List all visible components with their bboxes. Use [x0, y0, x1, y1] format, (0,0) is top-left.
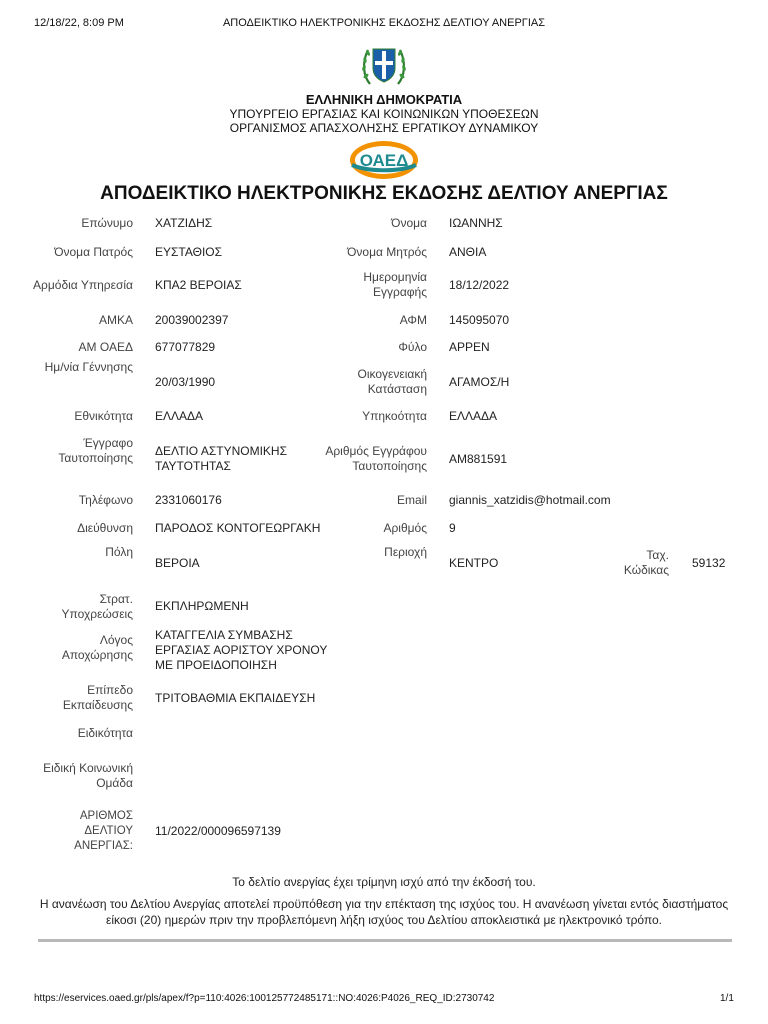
education-value: ΤΡΙΤΟΒΑΘΜΙΑ ΕΚΠΑΙΔΕΥΣΗ [155, 690, 316, 705]
print-header-title: ΑΠΟΔΕΙΚΤΙΚΟ ΗΛΕΚΤΡΟΝΙΚΗΣ ΕΚΔΟΣΗΣ ΔΕΛΤΙΟΥ ΑΝΕΡΓΙΑΣ [222, 17, 546, 29]
phone-label: Τηλέφωνο [78, 492, 133, 507]
phone-value: 2331060176 [155, 492, 222, 507]
father-name-value: ΕΥΣΤΑΘΙΟΣ [155, 244, 223, 259]
address-value: ΠΑΡΟΔΟΣ ΚΟΝΤΟΓΕΩΡΓΑΚΗ [155, 520, 321, 535]
citizenship-label: Υπηκοότητα [362, 408, 427, 423]
oaed-logo-text: ΟΑΕΔ [359, 151, 409, 170]
validity-note: Το δελτίο ανεργίας έχει τρίμηνη ισχύ από την έκδοσή του. [232, 875, 536, 889]
footer-divider [38, 939, 732, 942]
marital-status-value: ΑΓΑΜΟΣ/Η [449, 374, 510, 389]
amka-value: 20039002397 [155, 312, 229, 327]
id-document-value: ΔΕΛΤΙΟ ΑΣΤΥΝΟΜΙΚΗΣ ΤΑΥΤΟΤΗΤΑΣ [155, 444, 287, 473]
first-name-value: ΙΩΑΝΝΗΣ [449, 215, 503, 230]
gender-value: ΑΡΡΕΝ [449, 339, 490, 354]
departure-reason-value: ΚΑΤΑΓΓΕΛΙΑ ΣΥΜΒΑΣΗΣ ΕΡΓΑΣΙΑΣ ΑΟΡΙΣΤΟΥ ΧΡΟΝΟΥ ΜΕ ΠΡΟΕΙΔΟΠΟΙΗΣΗ [155, 628, 328, 672]
ministry-name: ΥΠΟΥΡΓΕΙΟ ΕΡΓΑΣΙΑΣ ΚΑΙ ΚΟΙΝΩΝΙΚΩΝ ΥΠΟΘΕΣΕΩΝ [229, 107, 539, 121]
oaed-logo-icon [348, 139, 420, 181]
birth-date-value: 20/03/1990 [155, 374, 216, 389]
afm-label: ΑΦΜ [399, 312, 427, 327]
surname-value: ΧΑΤΖΙΔΗΣ [155, 215, 213, 230]
email-label: Email [396, 492, 427, 507]
mother-name-value: ΑΝΘΙΑ [449, 244, 487, 259]
nationality-value: ΕΛΛΑΔΑ [155, 408, 204, 423]
afm-value: 145095070 [449, 312, 510, 327]
footer-url: https://eservices.oaed.gr/pls/apex/f?p=110:4026:100125772485171::NO:4026:P4026_REQ_ID:2730742 [34, 993, 495, 1004]
departure-reason-label: Λόγος Αποχώρησης [61, 633, 133, 662]
postal-code-value: 59132 [692, 555, 726, 570]
card-number-label: ΑΡΙΘΜΟΣ ΔΕΛΤΙΟΥ ΑΝΕΡΓΙΑΣ: [74, 809, 133, 852]
city-label: Πόλη [105, 545, 133, 559]
document-title: ΑΠΟΔΕΙΚΤΙΚΟ ΗΛΕΚΤΡΟΝΙΚΗΣ ΕΚΔΟΣΗΣ ΔΕΛΤΙΟΥ ΑΝΕΡΓΙΑΣ [100, 183, 668, 204]
city-value: ΒΕΡΟΙΑ [155, 555, 200, 570]
street-number-label: Αριθμός [383, 520, 427, 535]
republic-heading: ΕΛΛΗΝΙΚΗ ΔΗΜΟΚΡΑΤΙΑ [305, 92, 463, 107]
military-label: Στρατ. Υποχρεώσεις [61, 592, 133, 621]
birth-date-label: Ημ/νία Γέννησης [44, 360, 133, 374]
registration-date-value: 18/12/2022 [449, 277, 510, 292]
nationality-label: Εθνικότητα [74, 408, 133, 423]
postal-code-label: Ταχ. Κώδικας [623, 548, 669, 577]
area-label: Περιοχή [384, 545, 427, 559]
special-group-label: Ειδική Κοινωνική Ομάδα [43, 761, 133, 790]
footer-page-number: 1/1 [720, 993, 734, 1004]
area-value: ΚΕΝΤΡΟ [449, 555, 499, 570]
am-oaed-value: 677077829 [155, 339, 216, 354]
id-number-label: Αριθμός Εγγράφου Ταυτοποίησης [325, 444, 427, 473]
service-value: ΚΠΑ2 ΒΕΡΟΙΑΣ [155, 277, 242, 292]
renewal-note: Η ανανέωση του Δελτίου Ανεργίας αποτελεί προϋπόθεση για την επέκταση της ισχύος του. Η ανανέωση γίνεται εντός διαστήματος είκοσι (20) ημερών πριν την προβλεπόμενη λήξη ισχύος του Δελτίου αποκλειστικά με ηλεκτρονικό τρόπο. [39, 897, 729, 927]
am-oaed-label: ΑΜ ΟΑΕΔ [78, 339, 133, 354]
registration-date-label: Ημερομηνία Εγγραφής [363, 270, 427, 299]
street-number-value: 9 [449, 520, 456, 535]
special-group-value [155, 752, 335, 800]
amka-label: ΑΜΚΑ [98, 312, 133, 327]
gender-label: Φύλο [398, 339, 427, 354]
education-label: Επίπεδο Εκπαίδευσης [62, 683, 133, 712]
first-name-label: Όνομα [391, 215, 427, 230]
id-number-value: ΑΜ881591 [449, 451, 508, 466]
service-label: Αρμόδια Υπηρεσία [33, 277, 133, 292]
address-label: Διεύθυνση [77, 520, 133, 535]
print-datetime: 12/18/22, 8:09 PM [34, 17, 124, 29]
surname-label: Επώνυμο [81, 215, 133, 230]
marital-status-label: Οικογενειακή Κατάσταση [357, 367, 427, 396]
military-value: ΕΚΠΛΗΡΩΜΕΝΗ [155, 598, 249, 613]
father-name-label: Όνομα Πατρός [54, 244, 133, 259]
citizenship-value: ΕΛΛΑΔΑ [449, 408, 498, 423]
card-number-value: 11/2022/000096597139 [155, 823, 281, 838]
specialty-value [155, 723, 335, 743]
mother-name-label: Όνομα Μητρός [347, 244, 427, 259]
specialty-label: Ειδικότητα [77, 725, 133, 740]
id-document-label: Έγγραφο Ταυτοποίησης [58, 436, 133, 465]
greek-coat-of-arms-icon [360, 40, 408, 90]
organization-name: ΟΡΓΑΝΙΣΜΟΣ ΑΠΑΣΧΟΛΗΣΗΣ ΕΡΓΑΤΙΚΟΥ ΔΥΝΑΜΙΚΟΥ [229, 121, 539, 135]
email-value: giannis_xatzidis@hotmail.com [449, 492, 611, 507]
